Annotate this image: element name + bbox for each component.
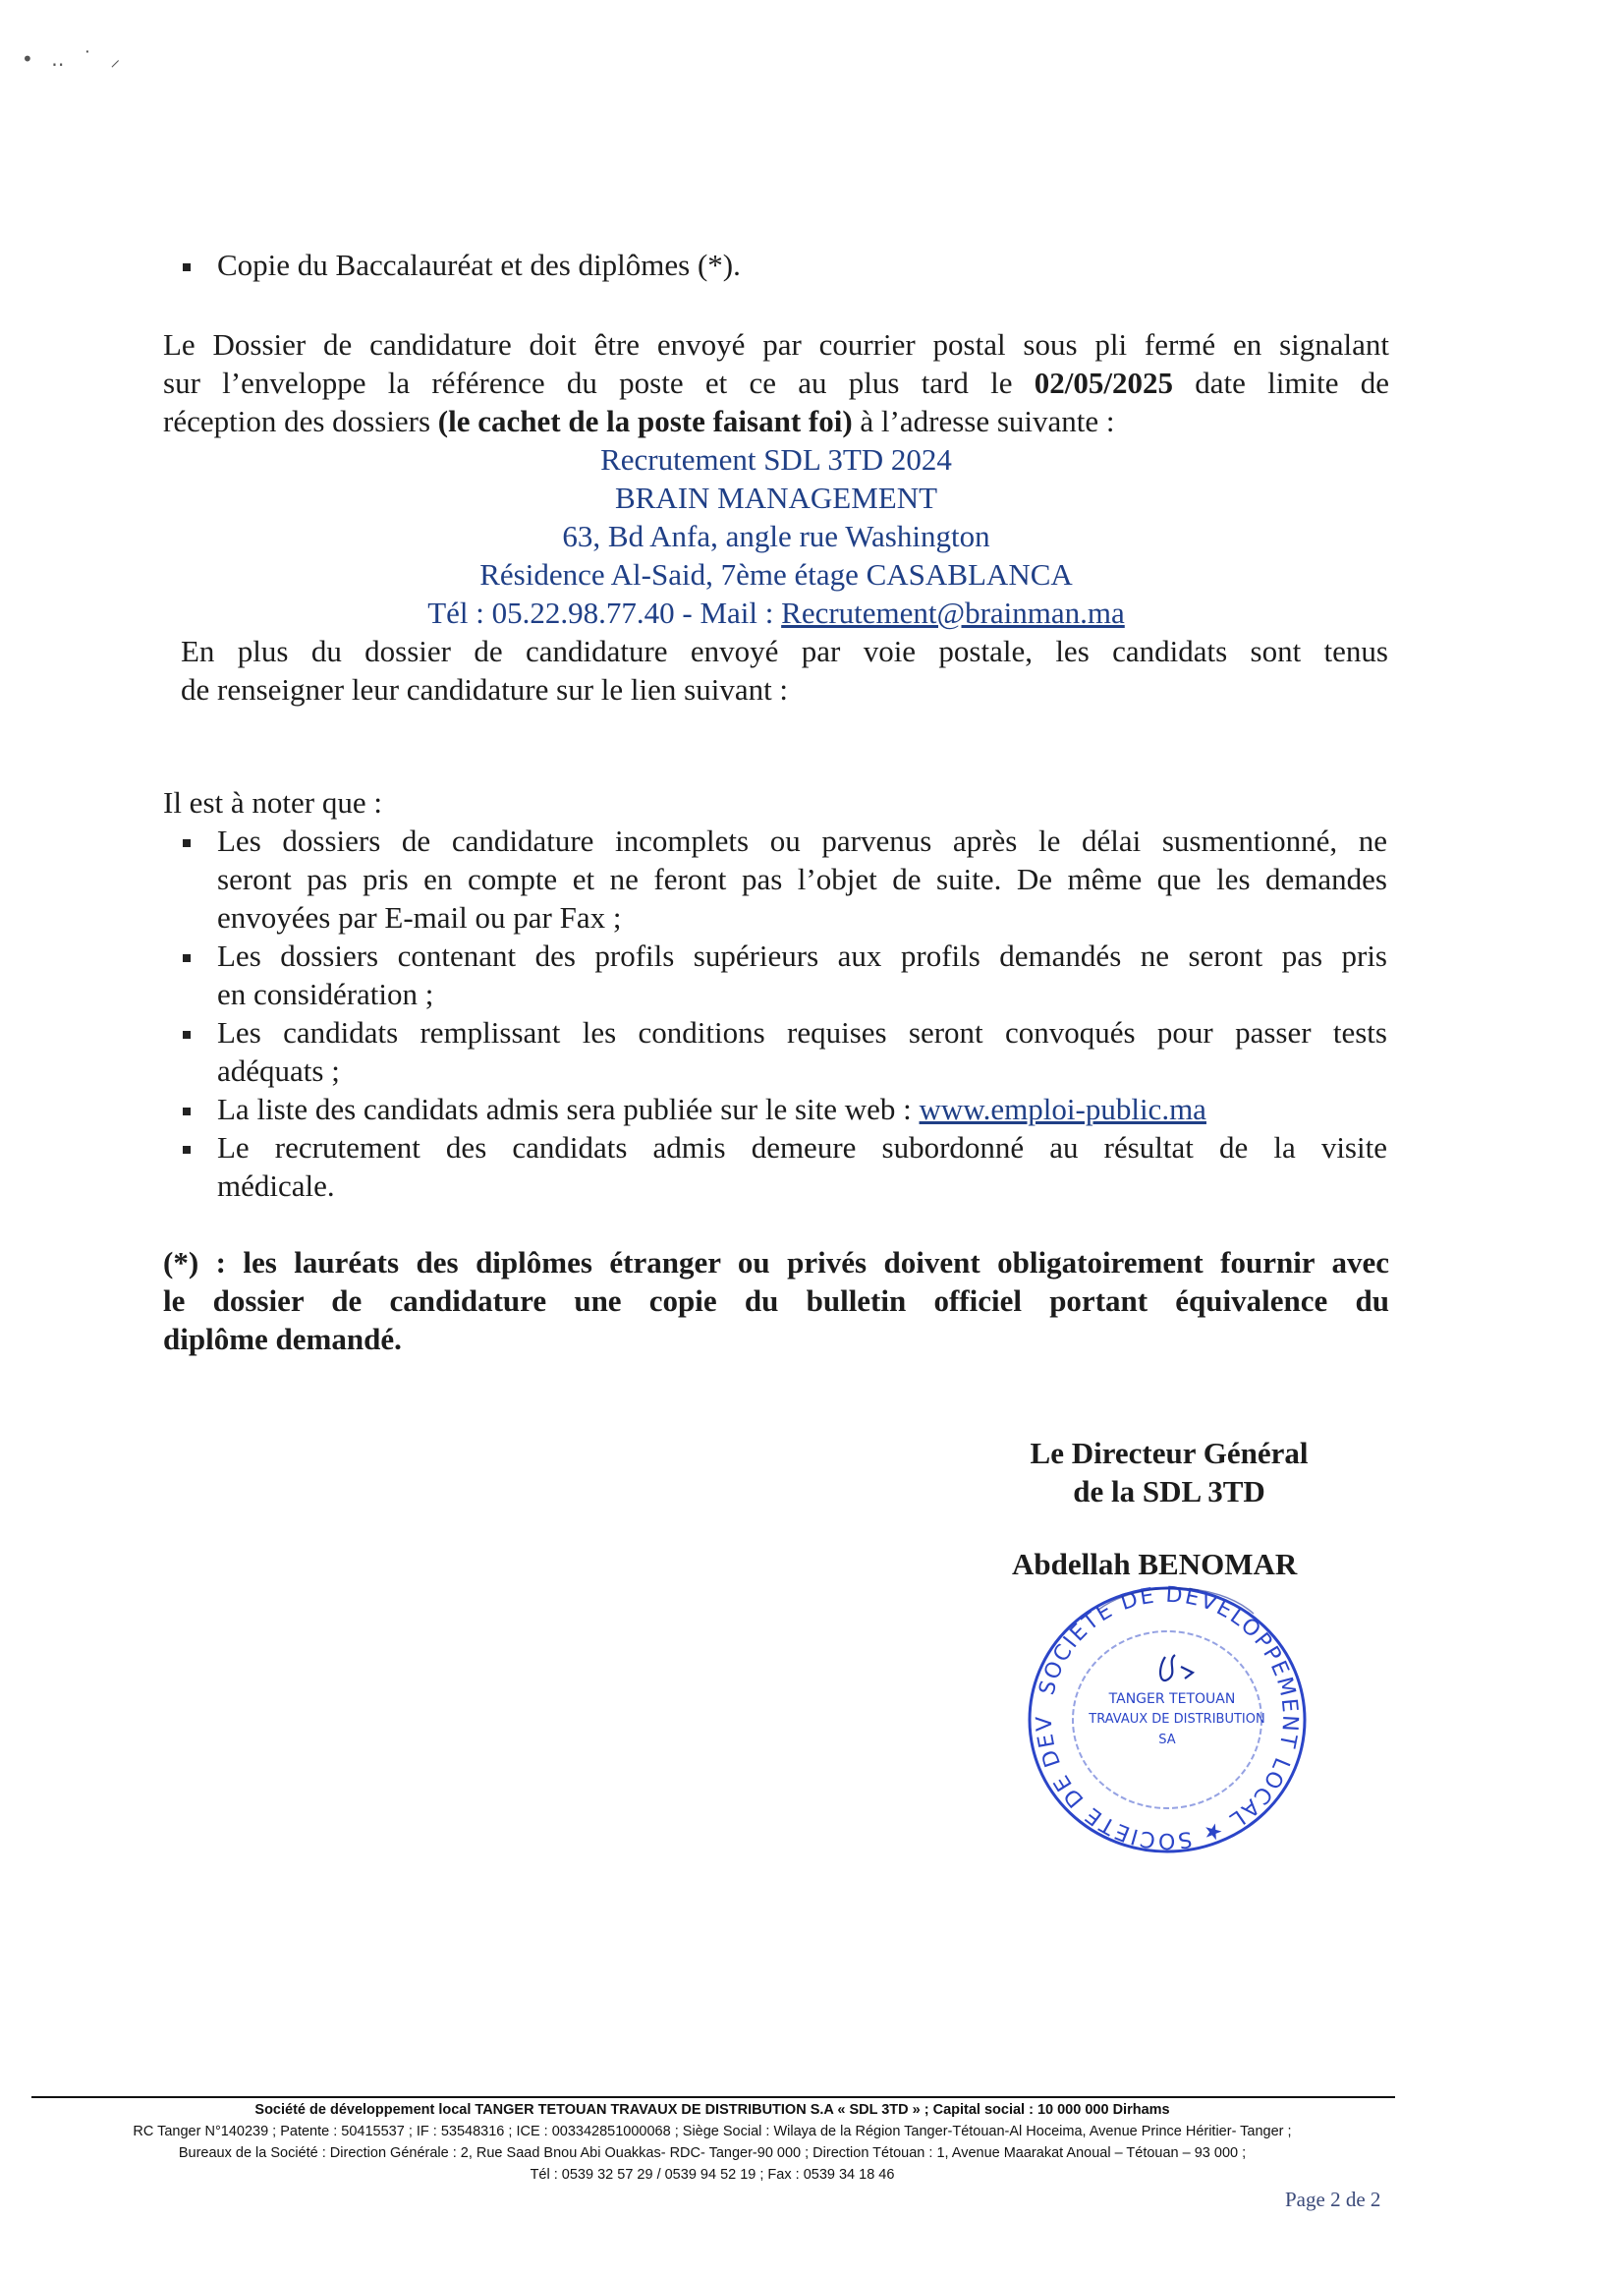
postmark-note: (le cachet de la poste faisant foi)	[437, 404, 853, 438]
recruitment-email-link[interactable]: Recrutement@brainman.ma	[781, 596, 1125, 630]
footer-rule	[31, 2096, 1395, 2098]
address-line2: BRAIN MANAGEMENT	[614, 481, 938, 515]
company-stamp	[1020, 1570, 1315, 1865]
stamp-graphic	[1020, 1570, 1315, 1865]
paragraph1-line1: Le Dossier de candidature doit être envoyé par courrier postal sous pli fermé en signalant	[163, 327, 1389, 362]
bullet-marker	[183, 1108, 191, 1115]
signatory-title: Le Directeur Général	[1030, 1436, 1309, 1470]
note2-line1: Les dossiers contenant des profils supérieurs aux profils demandés ne seront pas pris	[217, 939, 1387, 973]
svg-text:TRAVAUX DE DISTRIBUTION: TRAVAUX DE DISTRIBUTION	[1089, 1712, 1265, 1727]
note3-line1: Les candidats remplissant les conditions requises seront convoqués pour passer tests	[217, 1015, 1387, 1050]
address-contact: Tél : 05.22.98.77.40 - Mail : Recrutement@brainman.ma	[427, 596, 1125, 630]
svg-text:SOCIETE DE DEVELOPPEMENT LOCAL: SOCIETE DE DEVELOPPEMENT LOCAL ★ SOCIETE DE DEV	[1032, 1582, 1303, 1853]
bullet-marker	[183, 1031, 191, 1039]
deadline-date: 02/05/2025	[1034, 366, 1174, 400]
footnote-line1: (*) : les lauréats des diplômes étranger ou privés doivent obligatoirement fournir avec	[163, 1245, 1389, 1280]
emploi-public-link[interactable]: www.emploi-public.ma	[919, 1092, 1206, 1126]
svg-text:TANGER TETOUAN: TANGER TETOUAN	[1108, 1691, 1236, 1707]
paragraph2-line2: de renseigner leur candidature sur le lien suivant :	[181, 672, 789, 707]
paragraph2-line1: En plus du dossier de candidature envoyé par voie postale, les candidats sont tenus	[181, 634, 1388, 668]
address-line4: Résidence Al-Said, 7ème étage CASABLANCA	[479, 557, 1073, 592]
note1-line2: seront pas pris en compte et ne feront pas l’objet de suite. De même que les demandes	[217, 862, 1387, 896]
svg-text:SA: SA	[1158, 1733, 1176, 1747]
note2-line2: en considération ;	[217, 977, 434, 1011]
footer-company: Société de développement local TANGER TETOUAN TRAVAUX DE DISTRIBUTION S.A « SDL 3TD » ; Capital social : 10 000 000 Dirhams	[254, 2102, 1170, 2118]
note4-line: La liste des candidats admis sera publiée sur le site web : www.emploi-public.ma	[217, 1092, 1206, 1126]
note3-line2: adéquats ;	[217, 1053, 340, 1088]
note5-line1: Le recrutement des candidats admis demeure subordonné au résultat de la visite	[217, 1130, 1387, 1165]
address-line1: Recrutement SDL 3TD 2024	[600, 442, 952, 477]
signatory-entity: de la SDL 3TD	[1073, 1474, 1265, 1509]
address-line3: 63, Bd Anfa, angle rue Washington	[562, 519, 990, 553]
paragraph1-line2: sur l’enveloppe la référence du poste et ce au plus tard le 02/05/2025 date limite de	[163, 366, 1390, 400]
bullet-marker	[183, 263, 191, 271]
footer-phone: Tél : 0539 32 57 29 / 0539 94 52 19 ; Fax : 0539 34 18 46	[530, 2167, 895, 2183]
note1-line1: Les dossiers de candidature incomplets ou parvenus après le délai susmentionné, ne	[217, 824, 1387, 858]
footer-registry: RC Tanger N°140239 ; Patente : 50415537 ; IF : 53548316 ; ICE : 003342851000068 ; Siège Social : Wilaya de la Région Tanger-Tétouan-Al Hoceima, Avenue Prince Héritier- Tanger ;	[133, 2124, 1292, 2139]
note1-line3: envoyées par E-mail ou par Fax ;	[217, 900, 622, 935]
note5-line2: médicale.	[217, 1168, 335, 1203]
signatory-name: Abdellah BENOMAR	[1012, 1547, 1298, 1581]
bullet-marker	[183, 839, 191, 847]
bullet-marker	[183, 1146, 191, 1154]
notes-heading: Il est à noter que :	[163, 785, 382, 820]
footer-offices: Bureaux de la Société : Direction Générale : 2, Rue Saad Bnou Abi Ouakkas- RDC- Tanger-90 000 ; Direction Tétouan : 1, Avenue Maarakat Anoual – Tétouan – 93 000 ;	[178, 2145, 1247, 2161]
footnote-line2: le dossier de candidature une copie du bulletin officiel portant équivalence du	[163, 1283, 1389, 1318]
page-number: Page 2 de 2	[1285, 2188, 1381, 2211]
paragraph1-line3: réception des dossiers (le cachet de la poste faisant foi) à l’adresse suivante :	[163, 404, 1115, 438]
intro-bullet-text: Copie du Baccalauréat et des diplômes (*).	[217, 248, 741, 282]
bullet-marker	[183, 954, 191, 962]
scan-specks: • ‥ ˙ ⸝	[22, 47, 127, 71]
footnote-line3: diplôme demandé.	[163, 1322, 402, 1356]
